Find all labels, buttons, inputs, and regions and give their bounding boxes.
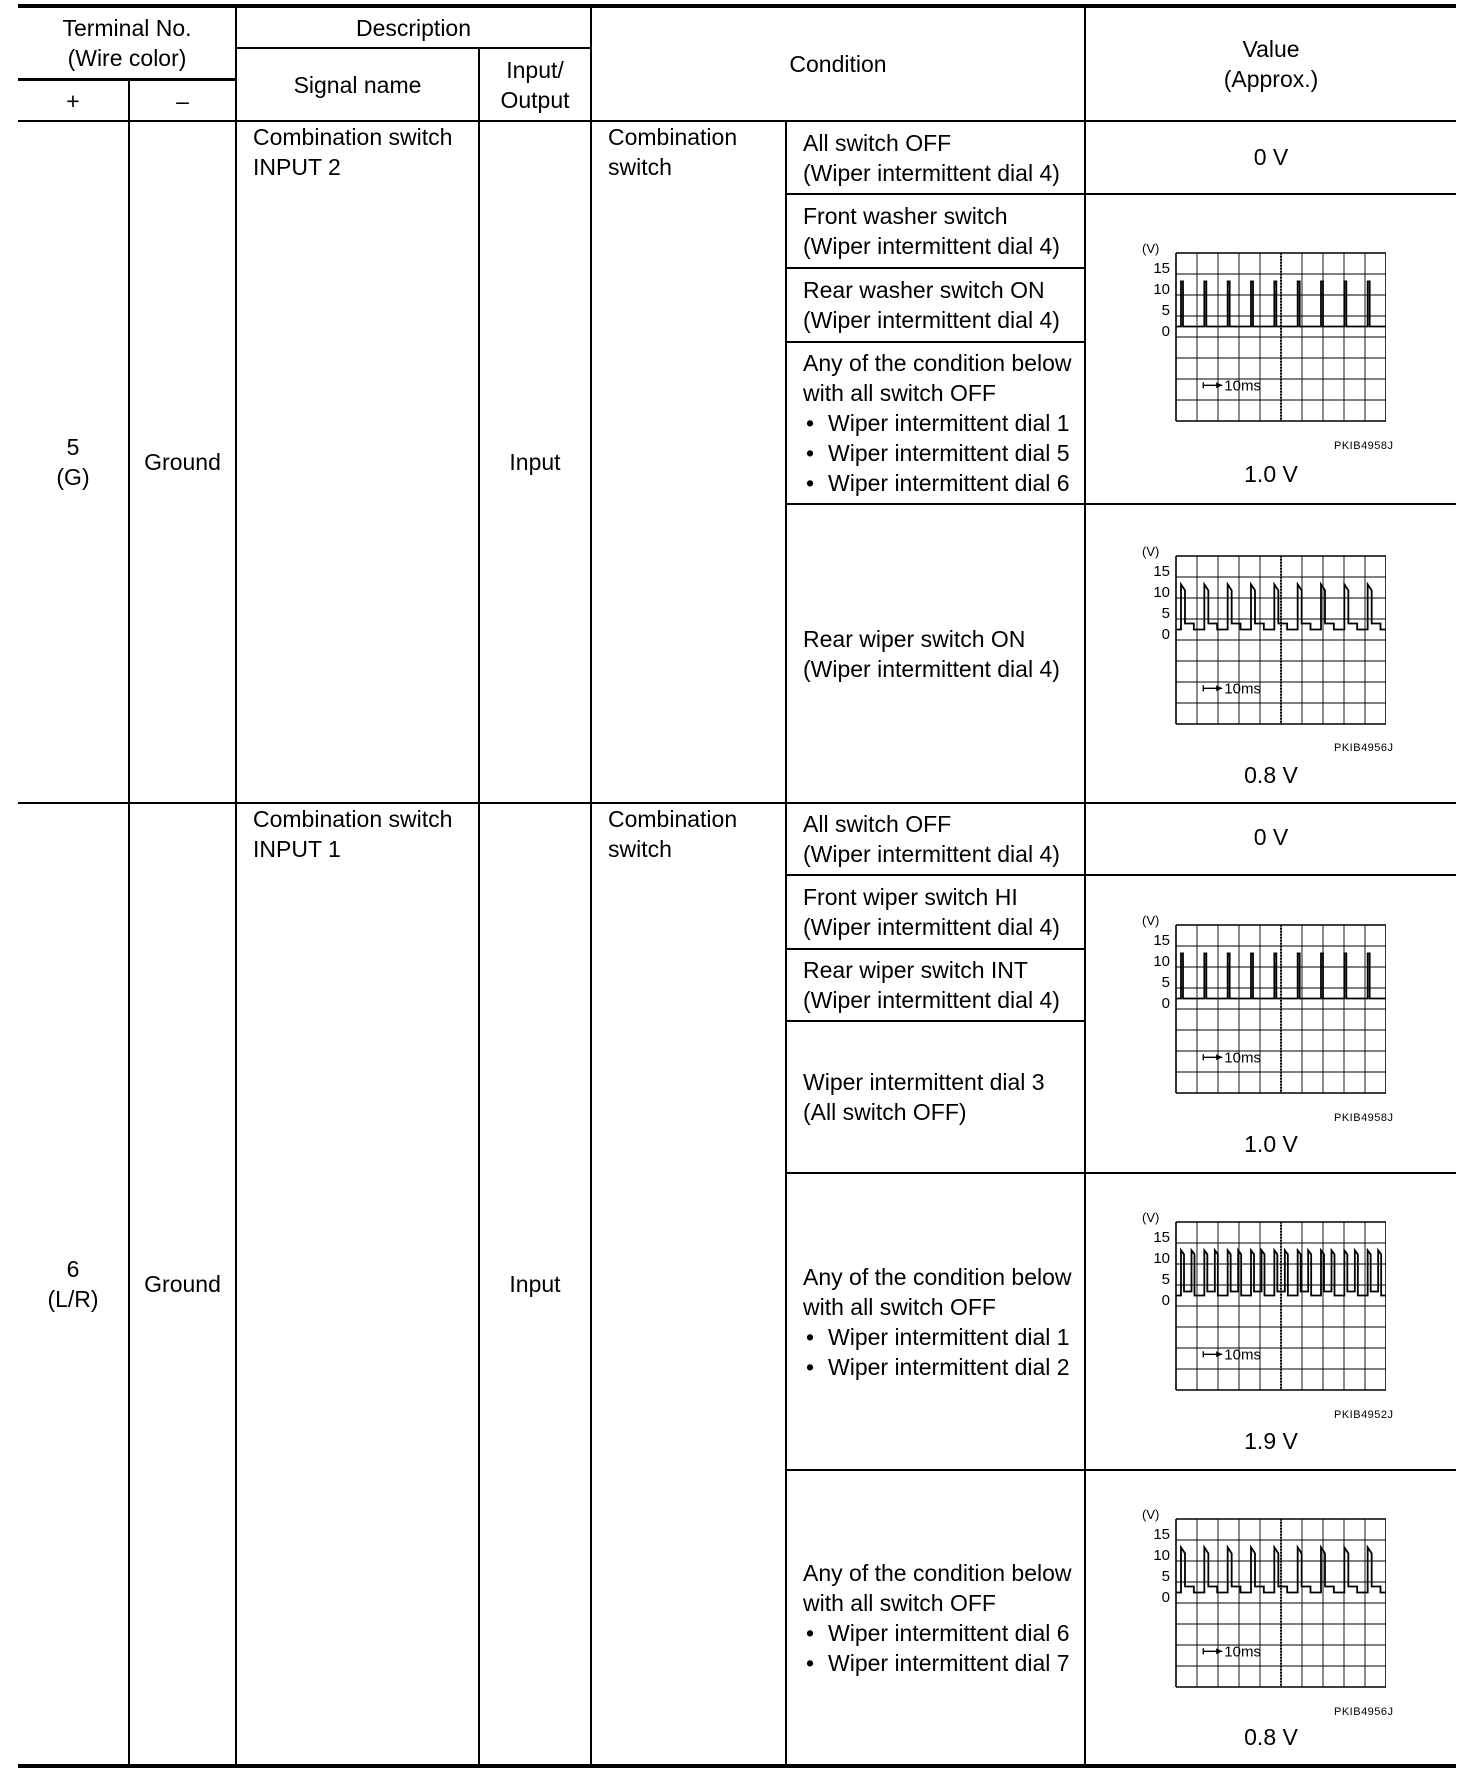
tick-label: 15 <box>1153 931 1170 949</box>
tick-label: 0 <box>1161 1588 1170 1606</box>
terminal-6: 6 (L/R) <box>47 1256 99 1312</box>
value-text: 0 V <box>1253 824 1289 850</box>
bullet-list <box>803 1322 1084 1382</box>
condition-5: Combination switch <box>608 124 738 180</box>
time-marker <box>1216 1648 1222 1654</box>
bullet-list <box>803 408 1084 498</box>
oscilloscope-figure <box>1136 546 1386 726</box>
header-terminal-no: Terminal No. <box>62 15 192 41</box>
list-item: • Wiper intermittent dial 6 <box>803 468 1084 498</box>
time-label: 10ms <box>1224 680 1261 698</box>
tick-label: 10 <box>1153 952 1170 970</box>
sub-condition: Any of the condition below with all switch OFF • Wiper intermittent dial 1 • Wiper intermittent dial 5 • Wiper intermittent dial 6 <box>787 343 1084 503</box>
list-item: • Wiper intermittent dial 1 <box>803 1322 1084 1352</box>
axis-unit: (V) <box>1142 1212 1160 1225</box>
tick-label: 15 <box>1153 259 1170 277</box>
axis-unit: (V) <box>1142 546 1160 559</box>
tick-label: 5 <box>1161 1270 1170 1288</box>
time-marker <box>1216 685 1222 691</box>
value-text: 0 V <box>1253 144 1289 170</box>
condition-6: Combination switch <box>608 806 738 862</box>
header-description: Description <box>355 14 472 41</box>
value-text: 0.8 V <box>1244 1724 1298 1750</box>
value-text: 1.9 V <box>1244 1428 1298 1454</box>
tick-label: 10 <box>1153 583 1170 601</box>
tick-label: 5 <box>1161 301 1170 319</box>
oscilloscope-figure <box>1136 1212 1386 1392</box>
sub-condition: Rear wiper switch ON (Wiper intermittent dial 4) <box>803 625 1060 682</box>
header-plus: + <box>66 87 80 114</box>
ground-6: Ground <box>144 1271 221 1297</box>
terminal-5: 5 (G) <box>56 434 90 490</box>
tick-label: 15 <box>1153 562 1170 580</box>
tick-label: 0 <box>1161 322 1170 340</box>
tick-label: 10 <box>1153 280 1170 298</box>
figure-code: PKIB4958J <box>1334 1112 1394 1124</box>
axis-unit: (V) <box>1142 915 1160 928</box>
sub-condition: Front washer switch (Wiper intermittent dial 4) <box>803 203 1060 259</box>
time-label: 10ms <box>1224 1346 1261 1364</box>
tick-label: 5 <box>1161 604 1170 622</box>
bullet-list <box>803 1618 1084 1678</box>
header-minus: – <box>176 87 189 114</box>
list-item: • Wiper intermittent dial 6 <box>803 1618 1084 1648</box>
sub-condition: Front wiper switch HI (Wiper intermittent dial 4) <box>803 884 1060 940</box>
signal-5: Combination switch INPUT 2 <box>253 124 453 180</box>
header-wire-color: (Wire color) <box>67 45 187 71</box>
axis-unit: (V) <box>1142 243 1160 256</box>
header-value: Value (Approx.) <box>1223 36 1319 92</box>
axis-unit: (V) <box>1142 1509 1160 1522</box>
value-text: 0.8 V <box>1244 762 1298 788</box>
oscilloscope-figure <box>1136 915 1386 1095</box>
tick-label: 15 <box>1153 1228 1170 1246</box>
time-label: 10ms <box>1224 377 1261 395</box>
list-item: • Wiper intermittent dial 5 <box>803 438 1084 468</box>
tick-label: 10 <box>1153 1249 1170 1267</box>
sub-condition: Wiper intermittent dial 3 (All switch OFF) <box>803 1069 1045 1125</box>
sub-condition: All switch OFF (Wiper intermittent dial 4) <box>803 129 1060 186</box>
signal-6: Combination switch INPUT 1 <box>253 806 453 862</box>
tick-label: 5 <box>1161 973 1170 991</box>
time-label: 10ms <box>1224 1643 1261 1661</box>
sub-condition: Any of the condition below with all switch OFF • Wiper intermittent dial 6 • Wiper intermittent dial 7 <box>787 1471 1084 1764</box>
col-rule <box>1084 6 1086 1766</box>
oscilloscope-figure <box>1136 1509 1386 1689</box>
tick-label: 10 <box>1153 1546 1170 1564</box>
list-item: • Wiper intermittent dial 1 <box>803 408 1084 438</box>
io-5: Input <box>509 449 561 475</box>
header-terminal <box>18 8 236 78</box>
value-text: 1.0 V <box>1244 461 1298 487</box>
header-signal-name: Signal name <box>293 71 422 98</box>
time-marker <box>1216 1351 1222 1357</box>
time-marker <box>1216 382 1222 388</box>
sub-condition: Rear washer switch ON (Wiper intermittent dial 4) <box>803 277 1060 333</box>
oscilloscope-figure <box>1136 243 1386 423</box>
ground-5: Ground <box>144 449 221 475</box>
list-item: • Wiper intermittent dial 7 <box>803 1648 1084 1678</box>
list-item: • Wiper intermittent dial 2 <box>803 1352 1084 1382</box>
rule-bottom <box>18 1764 1456 1768</box>
header-condition: Condition <box>789 51 887 77</box>
sub-condition: Any of the condition below with all switch OFF • Wiper intermittent dial 1 • Wiper intermittent dial 2 <box>787 1174 1084 1469</box>
figure-code: PKIB4956J <box>1334 742 1394 754</box>
time-marker <box>1216 1054 1222 1060</box>
tick-label: 0 <box>1161 994 1170 1012</box>
tick-label: 5 <box>1161 1567 1170 1585</box>
figure-code: PKIB4956J <box>1334 1706 1394 1718</box>
header-input-output: Input/ Output <box>500 56 570 113</box>
io-6: Input <box>509 1271 561 1297</box>
value-text: 1.0 V <box>1244 1131 1298 1157</box>
sub-condition: Rear wiper switch INT (Wiper intermittent dial 4) <box>803 957 1060 1013</box>
figure-code: PKIB4952J <box>1334 1409 1394 1421</box>
tick-label: 15 <box>1153 1525 1170 1543</box>
time-label: 10ms <box>1224 1049 1261 1067</box>
tick-label: 0 <box>1161 625 1170 643</box>
sub-condition: All switch OFF (Wiper intermittent dial 4) <box>803 811 1060 867</box>
figure-code: PKIB4958J <box>1334 440 1394 452</box>
tick-label: 0 <box>1161 1291 1170 1309</box>
